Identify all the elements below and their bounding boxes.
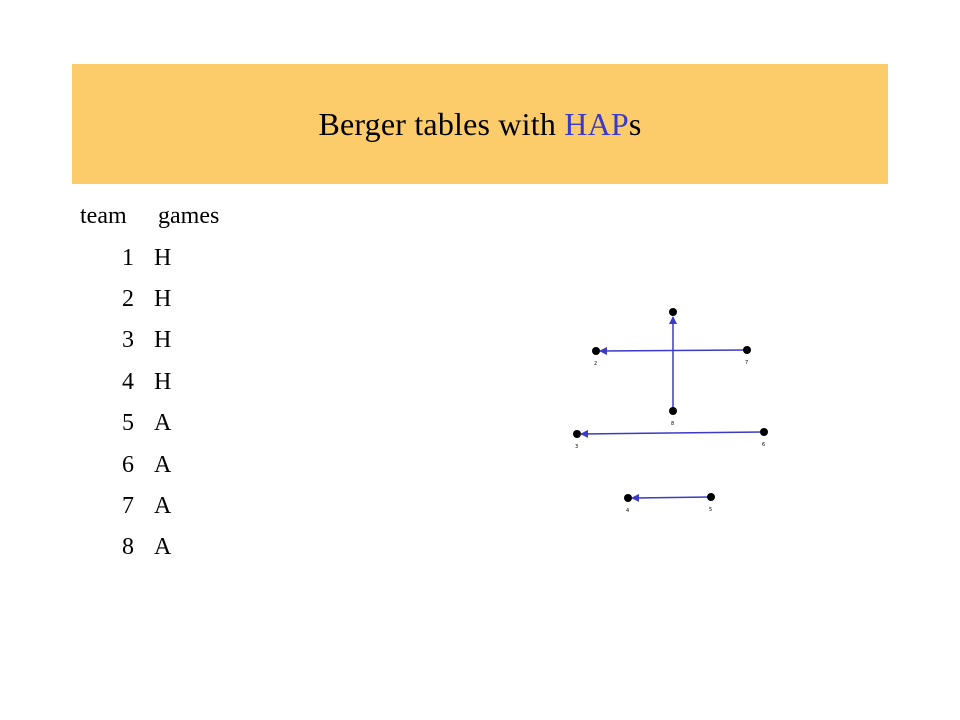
- node-wide-right: [760, 428, 768, 436]
- title-accent: HAP: [564, 106, 629, 142]
- table-header-row: [80, 196, 219, 237]
- table-row: [80, 237, 219, 278]
- title-text-1: Berger tables with: [318, 106, 565, 142]
- header-games: games: [158, 203, 220, 230]
- games-cell: H: [154, 244, 172, 271]
- node-label-center: 8: [671, 421, 675, 427]
- games-cell: A: [154, 534, 172, 561]
- slide-title: [318, 108, 641, 140]
- node-label-low-right: 5: [709, 507, 713, 513]
- games-cell: H: [154, 368, 172, 395]
- node-center: [669, 407, 677, 415]
- team-cell: 8: [122, 534, 134, 561]
- node-label-wide-left: 3: [575, 444, 579, 450]
- table-row: [80, 444, 219, 485]
- table-row: [80, 527, 219, 568]
- table-row: [80, 279, 219, 320]
- games-cell: A: [154, 410, 172, 437]
- header-team: team: [80, 203, 127, 230]
- edge-mid-right-to-mid-left: [600, 350, 747, 351]
- table-row: [80, 403, 219, 444]
- team-cell: 3: [122, 327, 134, 354]
- title-text-2: s: [628, 106, 642, 142]
- team-cell: 1: [122, 244, 134, 271]
- games-cell: A: [154, 451, 172, 478]
- edge-wide-right-to-wide-left: [581, 432, 764, 434]
- node-label-mid-right: 7: [745, 360, 749, 366]
- table-row: [80, 320, 219, 361]
- games-cell: H: [154, 285, 172, 312]
- table-row: [80, 486, 219, 527]
- node-label-low-left: 4: [626, 508, 630, 514]
- node-low-right: [707, 493, 715, 501]
- node-wide-left: [573, 430, 581, 438]
- team-cell: 5: [122, 410, 134, 437]
- node-mid-left: [592, 347, 600, 355]
- hap-graph-diagram: [560, 300, 790, 525]
- games-cell: H: [154, 327, 172, 354]
- node-mid-right: [743, 346, 751, 354]
- team-cell: 7: [122, 492, 134, 519]
- team-cell: 2: [122, 285, 134, 312]
- edge-low-right-to-low-left: [632, 497, 711, 498]
- node-label-wide-right: 6: [762, 442, 766, 448]
- table-row: [80, 362, 219, 403]
- team-cell: 4: [122, 368, 134, 395]
- node-low-left: [624, 494, 632, 502]
- games-cell: A: [154, 492, 172, 519]
- hap-table: [80, 196, 219, 569]
- title-bar: [72, 64, 888, 184]
- team-cell: 6: [122, 451, 134, 478]
- node-top: [669, 308, 677, 316]
- node-label-mid-left: 2: [594, 361, 598, 367]
